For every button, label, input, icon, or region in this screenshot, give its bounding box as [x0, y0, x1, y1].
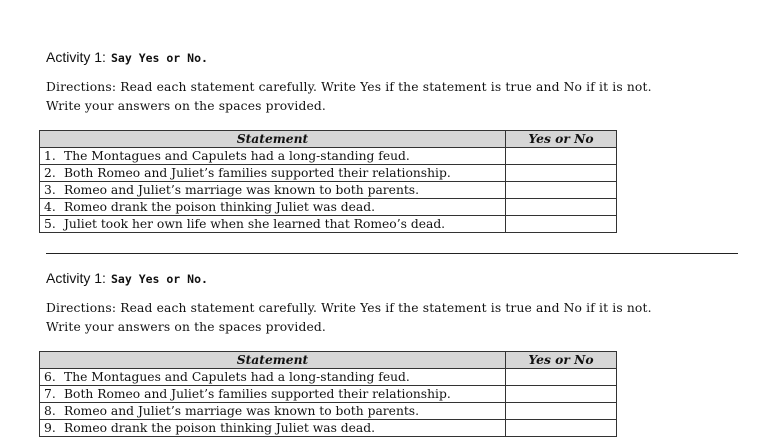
table-row	[40, 403, 617, 420]
table-row	[40, 199, 617, 216]
table-row	[40, 216, 617, 233]
statement-number: 7.	[44, 387, 56, 401]
statement-text: Romeo drank the poison thinking Juliet was dead.	[64, 421, 376, 435]
activity-section-1	[44, 46, 736, 231]
statement-text: Romeo and Juliet’s marriage was known to both parents.	[64, 404, 420, 418]
statement-cell	[40, 182, 506, 199]
statement-text: Both Romeo and Juliet’s families supported their relationship.	[64, 387, 451, 401]
column-header-statement: Statement	[40, 352, 506, 369]
answer-cell[interactable]	[506, 165, 617, 182]
directions-line-1: Directions: Read each statement carefully. Write Yes if the statement is true and No if it is not.	[46, 80, 652, 94]
column-header-statement: Statement	[40, 131, 506, 148]
statement-number: 6.	[44, 370, 56, 384]
statement-number: 2.	[44, 166, 56, 180]
directions	[46, 78, 736, 115]
column-header-answer: Yes or No	[506, 131, 617, 148]
activity-title: Activity 1:	[46, 49, 106, 65]
table-header-row	[40, 131, 617, 148]
table-row	[40, 165, 617, 182]
table-row	[40, 148, 617, 165]
statement-number: 4.	[44, 200, 56, 214]
statement-text: Juliet took her own life when she learned that Romeo’s dead.	[64, 217, 446, 231]
statement-cell	[40, 420, 506, 437]
directions-line-2: Write your answers on the spaces provided.	[46, 319, 326, 334]
statement-cell	[40, 403, 506, 420]
statement-cell	[40, 165, 506, 182]
table-row	[40, 369, 617, 386]
statement-cell	[40, 199, 506, 216]
statement-number: 3.	[44, 183, 56, 197]
statement-number: 5.	[44, 217, 56, 231]
activity-heading	[46, 46, 736, 68]
activity-section-2	[44, 267, 736, 435]
answer-cell[interactable]	[506, 420, 617, 437]
answer-table	[39, 351, 617, 437]
statement-cell	[40, 386, 506, 403]
activity-subtitle: Say Yes or No.	[111, 51, 208, 65]
directions-line-1: Directions: Read each statement carefully. Write Yes if the statement is true and No if it is not.	[46, 301, 652, 315]
answer-cell[interactable]	[506, 216, 617, 233]
statement-cell	[40, 148, 506, 165]
activity-subtitle: Say Yes or No.	[111, 272, 208, 286]
statement-text: Romeo and Juliet’s marriage was known to both parents.	[64, 183, 420, 197]
answer-cell[interactable]	[506, 148, 617, 165]
table-row	[40, 386, 617, 403]
activity-heading	[46, 267, 736, 289]
column-header-answer: Yes or No	[506, 352, 617, 369]
statement-number: 9.	[44, 421, 56, 435]
answer-cell[interactable]	[506, 403, 617, 420]
table-row	[40, 182, 617, 199]
answer-cell[interactable]	[506, 369, 617, 386]
table-row	[40, 420, 617, 437]
directions	[46, 299, 736, 336]
answer-cell[interactable]	[506, 199, 617, 216]
table-header-row	[40, 352, 617, 369]
statement-text: Romeo drank the poison thinking Juliet was dead.	[64, 200, 376, 214]
statement-number: 8.	[44, 404, 56, 418]
statement-number: 1.	[44, 149, 56, 163]
directions-line-2: Write your answers on the spaces provided.	[46, 98, 326, 113]
statement-text: The Montagues and Capulets had a long-standing feud.	[64, 370, 410, 384]
statement-text: The Montagues and Capulets had a long-standing feud.	[64, 149, 410, 163]
statement-cell	[40, 216, 506, 233]
answer-cell[interactable]	[506, 182, 617, 199]
answer-table	[39, 130, 617, 233]
statement-cell	[40, 369, 506, 386]
answer-cell[interactable]	[506, 386, 617, 403]
cut-divider-line	[46, 253, 738, 254]
activity-title: Activity 1:	[46, 270, 106, 286]
statement-text: Both Romeo and Juliet’s families supported their relationship.	[64, 166, 451, 180]
